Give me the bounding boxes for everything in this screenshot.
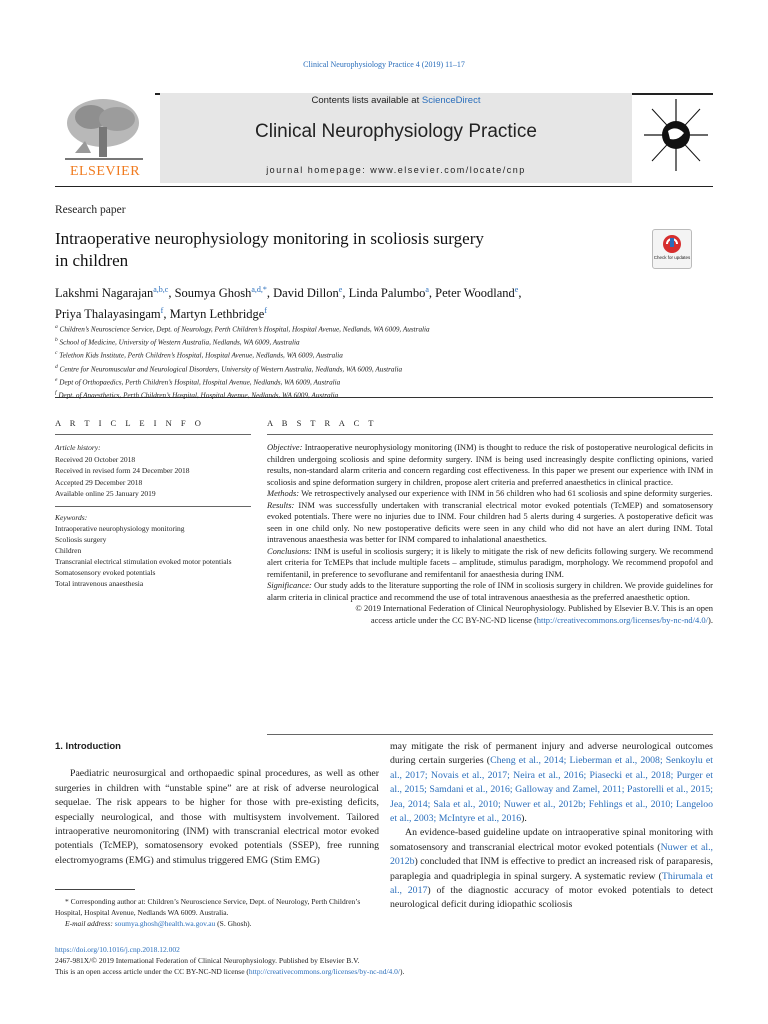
citation-links[interactable]: Cheng et al., 2014; Lieberman et al., 2008; Senkoylu et al., 2017; Novais et al., 2017; Neira et al., 2016; Piasecki et al., 2018; Purger et al., 2015; Samdani et al., 2016; Galloway and Zamel, 2011; Pastorelli et al., 2015; Jea, 2014; Sala et al., 2010; Nuwer et al., 2012b; Fehlings et al., 2010; Langeloo et al., 2003; McIntyre et al., 2016 bbox=[390, 755, 713, 825]
keywords-rule bbox=[55, 506, 251, 507]
author[interactable]: Martyn Lethbridge$^f$ bbox=[169, 306, 268, 322]
keywords bbox=[55, 512, 251, 589]
abstract-bottom-rule bbox=[267, 734, 713, 735]
check-updates-icon bbox=[653, 230, 691, 268]
elsevier-logo bbox=[55, 93, 155, 183]
sciencedirect-link[interactable]: ScienceDirect bbox=[421, 95, 481, 106]
abstract-top-rule bbox=[267, 434, 713, 435]
journal-header-banner bbox=[160, 93, 632, 183]
check-updates-label: Check for updates bbox=[653, 255, 691, 260]
affiliation: $^f$ Dept. of Anaesthetics, Perth Children’s Hospital, Hospital Avenue, Nedlands, WA 6009, Australia bbox=[55, 389, 339, 400]
abstract-methods: Methods: We retrospectively analysed our experience with INM in 56 children who had 61 scoliosis and spine deformity surgeries. bbox=[267, 488, 713, 498]
affiliation: $^c$ Telethon Kids Institute, Perth Children’s Hospital, Hospital Avenue, Nedlands, WA 6009, Australia bbox=[55, 350, 343, 360]
article-history bbox=[55, 442, 251, 500]
journal-cover-logo bbox=[640, 95, 712, 175]
section-divider bbox=[55, 397, 713, 398]
affiliation: $^b$ School of Medicine, University of Western Australia, Nedlands, WA 6009, Australia bbox=[55, 337, 300, 347]
keyword: Total intravenous anaesthesia bbox=[55, 579, 144, 588]
abstract-significance: Significance: Our study adds to the literature supporting the role of INM in scoliosis surgery in children. We provide guidelines for alarm criteria in clinical practice and recommend the use of total intravenous anaesthesia as the preferred anaesthetic option. bbox=[267, 580, 713, 602]
footnote-rule bbox=[55, 889, 135, 890]
author-list: Lakshmi Nagarajan$^{a,b,c}$, Soumya Ghosh$^{a,d,*}$, David Dillon$^e$, Linda Palumbo$^a$, Peter Woodland$^e$, Priya Thalayasingam$^f$, Martyn Lethbridge$^f$ bbox=[55, 285, 522, 322]
history-item: Available online 25 January 2019 bbox=[55, 489, 156, 498]
abstract-body bbox=[267, 442, 713, 626]
check-for-updates-button[interactable] bbox=[652, 229, 692, 269]
citation-link[interactable]: Thirumala et al., 2017 bbox=[390, 870, 713, 897]
author[interactable]: Linda Palumbo$^a$ bbox=[348, 285, 429, 301]
history-label: Article history: bbox=[55, 443, 101, 452]
keywords-label: Keywords: bbox=[55, 513, 88, 522]
abstract-copyright: © 2019 International Federation of Clinical Neurophysiology. Published by Elsevier B.V. This is an open access article under the CC BY-NC-ND license (http://creativecommons.org/licenses/by-nc-nd/4.0/). bbox=[355, 603, 713, 625]
keyword: Intraoperative neurophysiology monitoring bbox=[55, 524, 185, 533]
affiliation: $^e$ Dept of Orthopaedics, Perth Children’s Hospital, Hospital Avenue, Nedlands, WA 6009, Australia bbox=[55, 376, 341, 387]
citation-link[interactable]: Nuwer et al., 2012b bbox=[390, 841, 713, 868]
journal-reference-link[interactable]: Clinical Neurophysiology Practice 4 (2019) 11–17 bbox=[303, 60, 465, 69]
keyword: Scoliosis surgery bbox=[55, 535, 107, 544]
author[interactable]: Lakshmi Nagarajan$^{a,b,c}$ bbox=[55, 285, 169, 301]
license-link[interactable]: http://creativecommons.org/licenses/by-nc-nd/4.0/ bbox=[536, 614, 709, 625]
history-item: Received in revised form 24 December 2018 bbox=[55, 466, 190, 475]
body-paragraph: An evidence-based guideline update on intraoperative spinal monitoring with somatosensory and transcranial electrical motor evoked potentials (Nuwer et al., 2012b) concluded that INM is effective to predict an increased risk of paraparesis, paraplegia and quadriplegia in spinal surgery. A systematic review (Thirumala et al., 2017) of the diagnostic accuracy of motor evoked potentials to detect neurological deficit during idiopathic scoliosis bbox=[390, 827, 714, 911]
abstract-conclusions: Conclusions: INM is useful in scoliosis surgery; it is likely to mitigate the risk of new deficits following surgery. We recommend alert criteria for TcMEPs that include multiple facets – amplitude, stimulus paradigm, morphology. We recommend propofol and remifentanil, in preference to sevoflurane and remifentanil for anaesthesia during INM. bbox=[267, 545, 713, 579]
body-right-column bbox=[390, 740, 713, 913]
contents-line: Contents lists available at ScienceDirect bbox=[311, 95, 481, 106]
affiliation-list bbox=[55, 322, 695, 401]
section-heading: 1. Introduction bbox=[55, 741, 121, 752]
elsevier-wordmark: ELSEVIER bbox=[69, 164, 141, 179]
header-bottom-rule bbox=[55, 186, 713, 187]
journal-homepage-link[interactable]: journal homepage: www.elsevier.com/locate/cnp bbox=[266, 165, 526, 175]
keyword: Somatosensory evoked potentials bbox=[55, 568, 156, 577]
keyword: Transcranial electrical stimulation evoked motor potentials bbox=[55, 557, 232, 566]
author[interactable]: Peter Woodland$^e$ bbox=[435, 285, 519, 301]
body-paragraph: Paediatric neurosurgical and orthopaedic spinal procedures, as well as other surgeries in children with “unstable spine” are at risk of adverse neurological sequelae. The risk appears to be higher for those with pre-existing deficits, especially neurological, and those with multisystem involvement. Tailored intraoperative neuromonitoring (INM) with transcranial electrical motor evoked potentials (TcMEP), somatosensory evoked potentials (SSEP), free running electromyograms (EMG) and stimulus triggered EMG (Stim EMG) bbox=[55, 768, 379, 866]
issn-line: 2467-981X/© 2019 International Federation of Clinical Neurophysiology. Published by Elsevier B.V. bbox=[55, 956, 360, 965]
license-link[interactable]: http://creativecommons.org/licenses/by-nc-nd/4.0/ bbox=[248, 967, 400, 976]
corresponding-author-footnote: * Corresponding author at: Children’s Neuroscience Service, Dept. of Neurology, Perth Children’s Hospital, Hospital Avenue, Nedlands WA 6009. Australia. E-mail address: soumya.ghosh@health.wa.gov.au (S. Ghosh). bbox=[55, 897, 361, 928]
body-left-column bbox=[55, 740, 379, 868]
author[interactable]: Priya Thalayasingam$^f$ bbox=[55, 306, 164, 322]
history-item: Accepted 29 December 2018 bbox=[55, 477, 143, 487]
article-title: Intraoperative neurophysiology monitoring in scoliosis surgery in children bbox=[55, 229, 484, 270]
keyword: Children bbox=[55, 546, 82, 555]
affiliation: $^a$ Children’s Neuroscience Service, Dept. of Neurology, Perth Children’s Hospital, Hospital Avenue, Nedlands, WA 6009, Australia bbox=[55, 324, 430, 334]
license-line: This is an open access article under the CC BY-NC-ND license (http://creativecommons.org/licenses/by-nc-nd/4.0/). bbox=[55, 967, 405, 976]
doi-block bbox=[55, 944, 713, 977]
doi-link[interactable]: https://doi.org/10.1016/j.cnp.2018.12.002 bbox=[55, 945, 180, 954]
abstract-results: Results: INM was successfully undertaken with transcranial electrical motor evoked potentials (TcMEP) and somatosensory evoked potentials. There were no injuries due to INM. Four children had 5 alerts during 4 surgeries. A postoperative deficit was seen in one child only. No new postoperative deficits were seen in any child who did not have an alert during INM. Total intravenous anaesthesia was better for INM compared to inhalational anaesthetics. bbox=[267, 499, 713, 544]
email-link[interactable]: soumya.ghosh@health.wa.gov.au bbox=[114, 919, 216, 928]
history-item: Received 20 October 2018 bbox=[55, 454, 136, 464]
body-paragraph: may mitigate the risk of permanent injury and adverse neurological outcomes during certain surgeries (Cheng et al., 2014; Lieberman et al., 2008; Senkoylu et al., 2017; Novais et al., 2017; Neira et al., 2016; Piasecki et al., 2018; Purger et al., 2015; Samdani et al., 2016; Galloway and Zamel, 2011; Pastorelli et al., 2015; Jea, 2014; Sala et al., 2010; Nuwer et al., 2012b; Fehlings et al., 2010; Langeloo et al., 2003; McIntyre et al., 2016). bbox=[390, 741, 713, 825]
abstract-objective: Objective: Intraoperative neurophysiology monitoring (INM) is thought to reduce the risk of postoperative neurological deficits in children undergoing scoliosis and spine deformity surgery. INM is being used increasingly despite conflicting opinions, varied results, non-standard alarm criteria and concern regarding cost effectiveness. In this paper we present our experience with INM in scoliosis and spine deformation surgery in children, propose alert criteria and preferred anaesthetics in clinical practice. bbox=[267, 442, 713, 487]
compass-globe-icon bbox=[640, 95, 712, 175]
affiliation: $^d$ Centre for Neuromuscular and Neurological Disorders, University of Western Australia, Nedlands, WA 6009, Australia bbox=[55, 363, 403, 373]
author[interactable]: Soumya Ghosh$^{a,d,*}$ bbox=[174, 285, 267, 301]
author[interactable]: David Dillon$^e$ bbox=[273, 285, 343, 301]
journal-title: Clinical Neurophysiology Practice bbox=[255, 121, 537, 142]
article-info-rule bbox=[55, 434, 251, 435]
article-info-heading: A R T I C L E I N F O bbox=[55, 418, 205, 428]
abstract-heading: A B S T R A C T bbox=[267, 418, 377, 428]
article-type: Research paper bbox=[55, 204, 126, 216]
